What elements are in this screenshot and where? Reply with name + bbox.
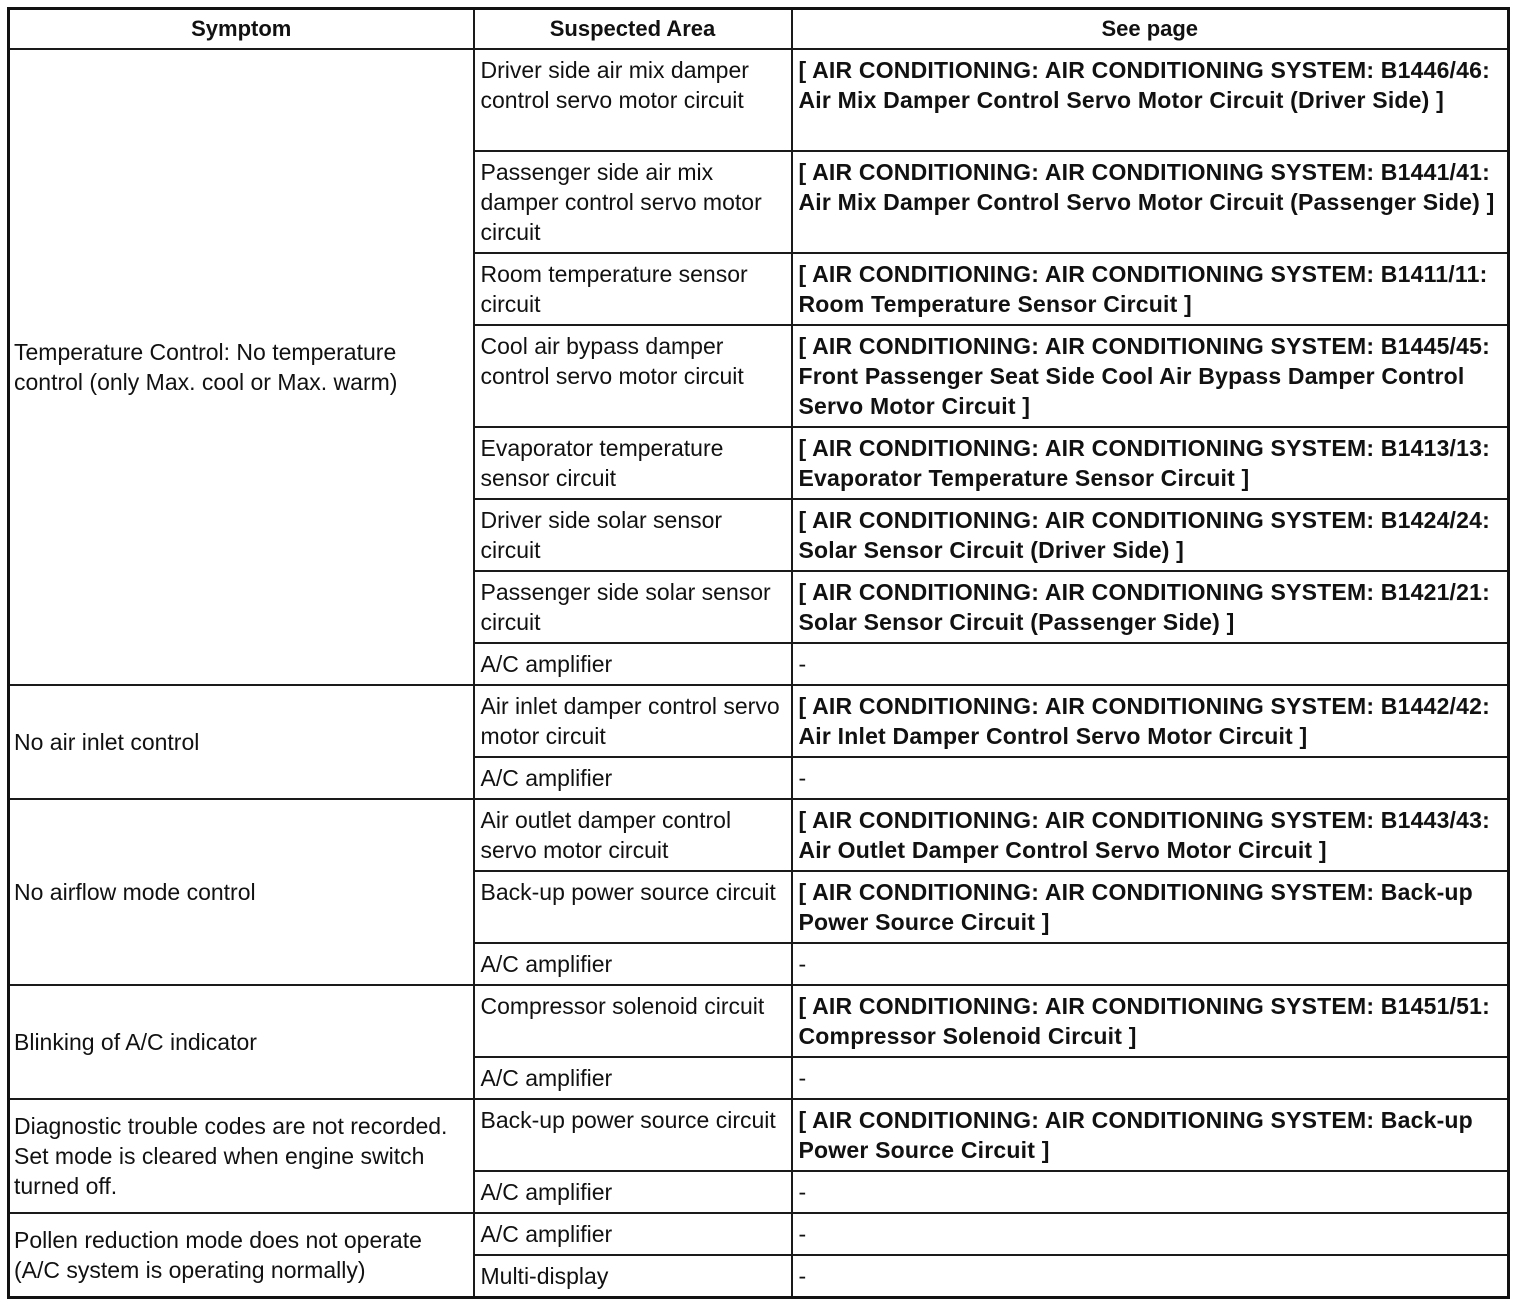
symptom-cell: Temperature Control: No temperature control (only Max. cool or Max. warm) bbox=[9, 49, 474, 685]
suspected-area-cell: A/C amplifier bbox=[474, 757, 792, 799]
see-page-cell: - bbox=[792, 1171, 1509, 1213]
suspected-area-cell: Air inlet damper control servo motor circuit bbox=[474, 685, 792, 757]
see-page-cell: - bbox=[792, 1057, 1509, 1099]
suspected-area-cell: Air outlet damper control servo motor circuit bbox=[474, 799, 792, 871]
see-page-cell: - bbox=[792, 1213, 1509, 1255]
see-page-link[interactable]: [ AIR CONDITIONING: AIR CONDITIONING SYSTEM: B1445/45: Front Passenger Seat Side Cool Air Bypass Damper Control Servo Motor Circuit ] bbox=[792, 325, 1509, 427]
see-page-link[interactable]: [ AIR CONDITIONING: AIR CONDITIONING SYSTEM: Back-up Power Source Circuit ] bbox=[792, 871, 1509, 943]
suspected-area-cell: A/C amplifier bbox=[474, 643, 792, 685]
see-page-cell: - bbox=[792, 757, 1509, 799]
suspected-area-cell: Passenger side solar sensor circuit bbox=[474, 571, 792, 643]
see-page-link[interactable]: [ AIR CONDITIONING: AIR CONDITIONING SYSTEM: B1411/11: Room Temperature Sensor Circuit ] bbox=[792, 253, 1509, 325]
table-row bbox=[9, 985, 1509, 1057]
troubleshooting-table bbox=[7, 7, 1510, 1299]
table-row bbox=[9, 49, 1509, 151]
suspected-area-cell: A/C amplifier bbox=[474, 943, 792, 985]
table-row bbox=[9, 1213, 1509, 1255]
see-page-link[interactable]: [ AIR CONDITIONING: AIR CONDITIONING SYSTEM: B1451/51: Compressor Solenoid Circuit ] bbox=[792, 985, 1509, 1057]
table-row bbox=[9, 1099, 1509, 1171]
see-page-link[interactable]: [ AIR CONDITIONING: AIR CONDITIONING SYSTEM: B1442/42: Air Inlet Damper Control Servo Motor Circuit ] bbox=[792, 685, 1509, 757]
header-see-page: See page bbox=[792, 9, 1509, 50]
suspected-area-cell: Driver side solar sensor circuit bbox=[474, 499, 792, 571]
see-page-link[interactable]: [ AIR CONDITIONING: AIR CONDITIONING SYSTEM: Back-up Power Source Circuit ] bbox=[792, 1099, 1509, 1171]
suspected-area-cell: A/C amplifier bbox=[474, 1171, 792, 1213]
header-row bbox=[9, 9, 1509, 50]
suspected-area-cell: Multi-display bbox=[474, 1255, 792, 1298]
suspected-area-cell: Room temperature sensor circuit bbox=[474, 253, 792, 325]
see-page-cell: - bbox=[792, 643, 1509, 685]
symptom-cell: No air inlet control bbox=[9, 685, 474, 799]
see-page-link[interactable]: [ AIR CONDITIONING: AIR CONDITIONING SYSTEM: B1424/24: Solar Sensor Circuit (Driver Side) ] bbox=[792, 499, 1509, 571]
suspected-area-cell: A/C amplifier bbox=[474, 1213, 792, 1255]
header-suspected-area: Suspected Area bbox=[474, 9, 792, 50]
suspected-area-cell: Back-up power source circuit bbox=[474, 1099, 792, 1171]
suspected-area-cell: Back-up power source circuit bbox=[474, 871, 792, 943]
table-row bbox=[9, 799, 1509, 871]
see-page-link[interactable]: [ AIR CONDITIONING: AIR CONDITIONING SYSTEM: B1441/41: Air Mix Damper Control Servo Motor Circuit (Passenger Side) ] bbox=[792, 151, 1509, 253]
suspected-area-cell: Evaporator temperature sensor circuit bbox=[474, 427, 792, 499]
suspected-area-cell: Passenger side air mix damper control servo motor circuit bbox=[474, 151, 792, 253]
header-symptom: Symptom bbox=[9, 9, 474, 50]
suspected-area-cell: Driver side air mix damper control servo motor circuit bbox=[474, 49, 792, 151]
symptom-cell: Diagnostic trouble codes are not recorded. Set mode is cleared when engine switch turned off. bbox=[9, 1099, 474, 1213]
see-page-cell: - bbox=[792, 943, 1509, 985]
table-row bbox=[9, 685, 1509, 757]
symptom-cell: No airflow mode control bbox=[9, 799, 474, 985]
symptom-cell: Blinking of A/C indicator bbox=[9, 985, 474, 1099]
see-page-link[interactable]: [ AIR CONDITIONING: AIR CONDITIONING SYSTEM: B1443/43: Air Outlet Damper Control Servo Motor Circuit ] bbox=[792, 799, 1509, 871]
see-page-cell: - bbox=[792, 1255, 1509, 1298]
suspected-area-cell: Cool air bypass damper control servo motor circuit bbox=[474, 325, 792, 427]
symptom-cell: Pollen reduction mode does not operate (A/C system is operating normally) bbox=[9, 1213, 474, 1298]
see-page-link[interactable]: [ AIR CONDITIONING: AIR CONDITIONING SYSTEM: B1446/46: Air Mix Damper Control Servo Motor Circuit (Driver Side) ] bbox=[792, 49, 1509, 151]
see-page-link[interactable]: [ AIR CONDITIONING: AIR CONDITIONING SYSTEM: B1413/13: Evaporator Temperature Sensor Circuit ] bbox=[792, 427, 1509, 499]
suspected-area-cell: Compressor solenoid circuit bbox=[474, 985, 792, 1057]
suspected-area-cell: A/C amplifier bbox=[474, 1057, 792, 1099]
see-page-link[interactable]: [ AIR CONDITIONING: AIR CONDITIONING SYSTEM: B1421/21: Solar Sensor Circuit (Passenger Side) ] bbox=[792, 571, 1509, 643]
